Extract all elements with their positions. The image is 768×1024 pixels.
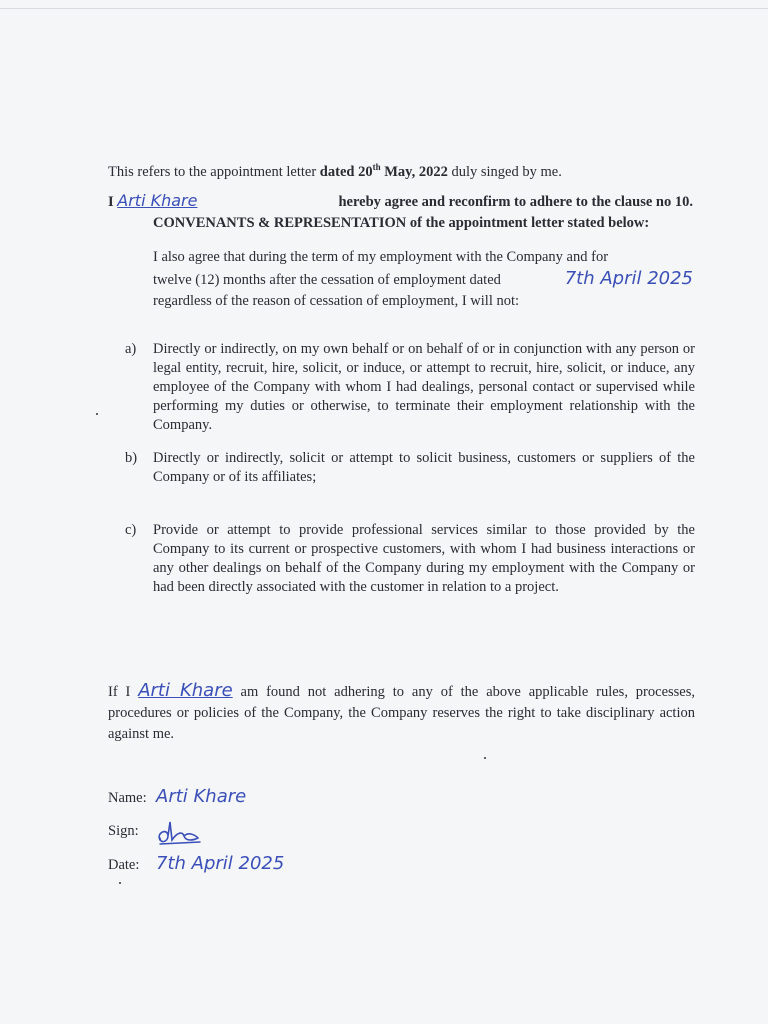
closing-prefix: If I — [108, 684, 139, 700]
handwritten-name: Arti Khare — [117, 191, 198, 210]
term-line-2: twelve (12) months after the cessation of employment dated — [153, 272, 501, 288]
name-value: Arti Khare — [156, 786, 247, 807]
clause-text: Directly or indirectly, solicit or attempt to solicit business, customers or suppliers of the Company or of its affiliates; — [153, 450, 695, 485]
scan-edge-line — [0, 8, 768, 9]
intro-text: This refers to the appointment letter — [108, 163, 320, 180]
intro-date: dated 20 — [319, 163, 373, 180]
sign-field — [108, 823, 156, 840]
agreement-text-1: hereby agree and reconfirm to adhere to the clause no 10. — [338, 194, 693, 210]
clause-marker: a) — [125, 341, 137, 357]
scan-speck — [119, 882, 121, 884]
name-field — [108, 786, 246, 807]
date-label: Date: — [108, 857, 140, 873]
intro-date-suffix: th — [372, 162, 381, 172]
clause-b — [125, 449, 695, 487]
clause-text: Provide or attempt to provide professional services similar to those provided by the Company to its current or prospective customers, with whom I had business interactions or any other dealings on behalf of the Company during my employment with the Company or had been directly associated with the customer in relation to a project. — [153, 522, 695, 595]
intro-text-end: duly singed by me. — [447, 163, 562, 180]
sign-label: Sign: — [108, 823, 139, 839]
clause-marker: b) — [125, 450, 138, 466]
date-field — [108, 853, 284, 874]
handwritten-date: 7th April 2025 — [564, 268, 693, 289]
intro-date-year: May, 2022 — [380, 163, 448, 180]
closing-paragraph — [108, 680, 695, 745]
intro-line — [108, 162, 562, 181]
name-label: Name: — [108, 790, 147, 806]
clause-marker: c) — [125, 522, 137, 538]
agreement-text-2: CONVENANTS & REPRESENTATION of the appointment letter stated below: — [153, 215, 650, 231]
clause-text: Directly or indirectly, on my own behalf or on behalf of or in conjunction with any person or legal entity, recruit, hire, solicit, or induce, or attempt to recruit, hire, solicit, or induce, any employee of the Company with whom I had dealings, personal contact or supervised while performing my duties or otherwise, to terminate their employment relationship with the Company. — [153, 341, 695, 433]
agreement-statement — [108, 190, 693, 234]
term-line-1: I also agree that during the term of my employment with the Company and for — [153, 249, 609, 265]
term-paragraph — [153, 247, 693, 312]
clause-a — [125, 340, 695, 435]
signature-mark — [154, 820, 204, 850]
handwritten-name: Arti Khare — [138, 680, 233, 701]
closing-text: am found not adhering to any of the above applicable rules, processes, procedures or policies of the Company, the Company reserves the right to take disciplinary action against me. — [108, 684, 695, 742]
term-line-3: regardless of the reason of cessation of employment, I will not: — [153, 293, 520, 309]
agreement-prefix: I — [108, 194, 118, 210]
scan-speck — [484, 757, 486, 759]
date-value: 7th April 2025 — [156, 853, 285, 874]
clause-c — [125, 521, 695, 597]
scan-speck — [96, 413, 98, 415]
